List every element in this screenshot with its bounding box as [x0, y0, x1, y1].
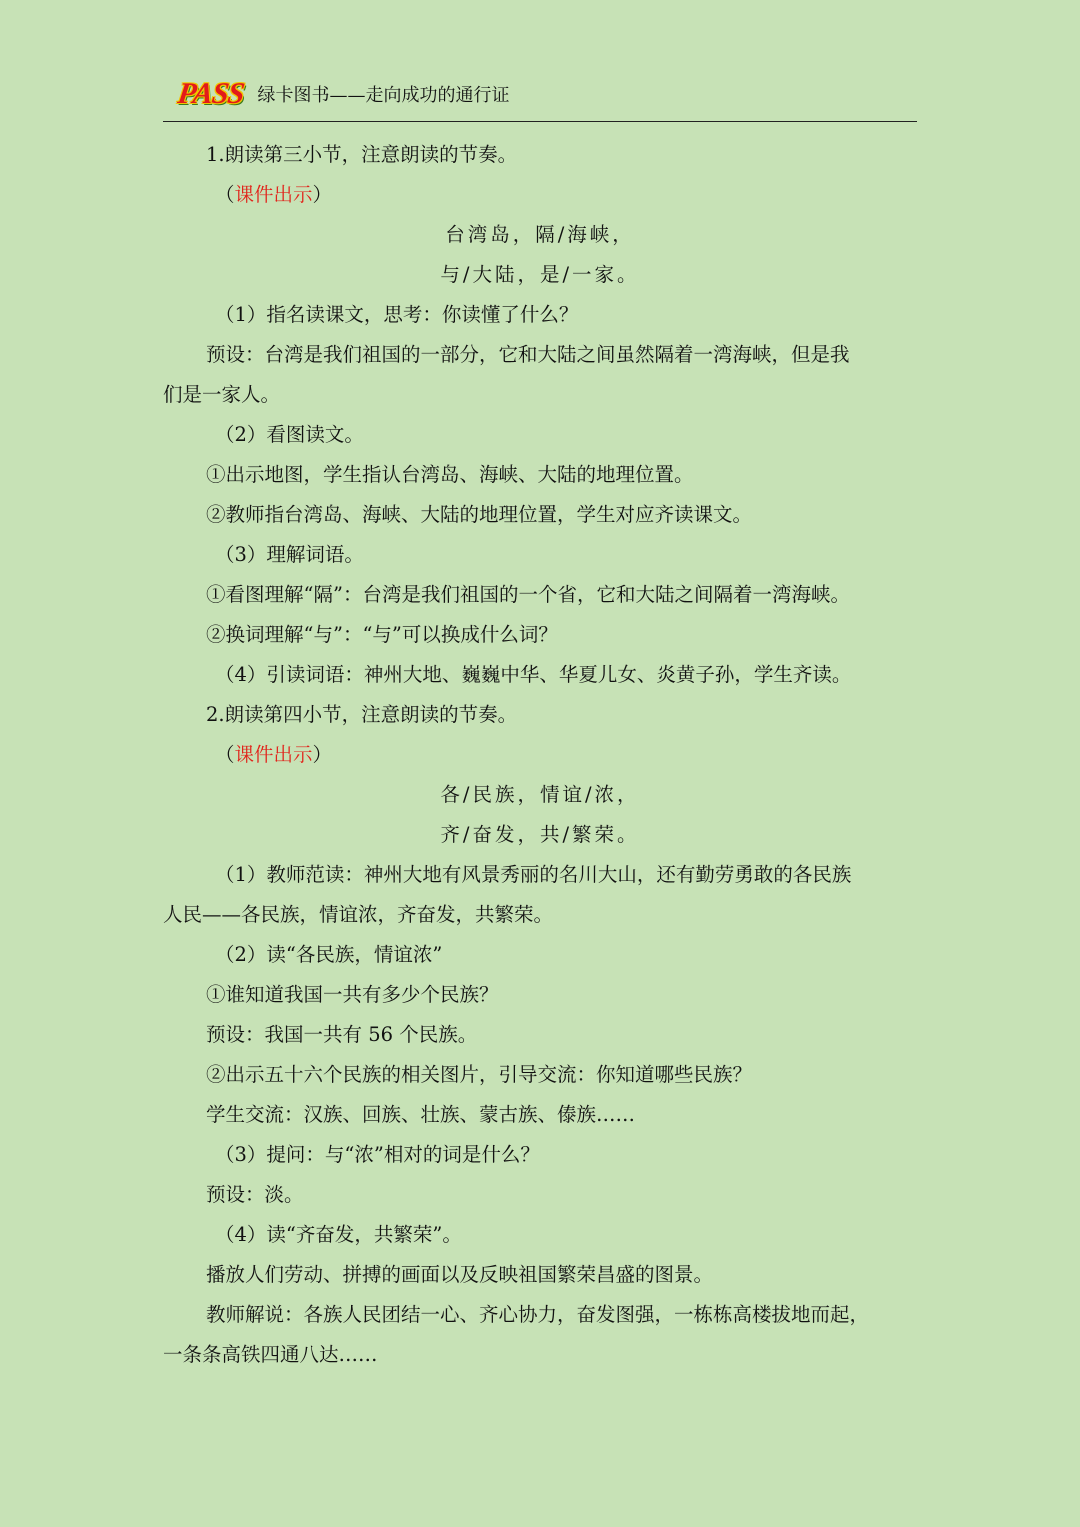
paragraph: （2）看图读文。 — [215, 423, 364, 446]
section-heading: 2.朗读第四小节，注意朗读的节奏。 — [206, 703, 518, 726]
section-heading: 1.朗读第三小节，注意朗读的节奏。 — [206, 143, 518, 166]
document-body — [163, 135, 917, 1375]
paragraph: （1）教师范读：神州大地有风景秀丽的名川大山，还有勤劳勇敢的各民族 — [215, 863, 852, 886]
paragraph: 预设：台湾是我们祖国的一部分，它和大陆之间虽然隔着一湾海峡，但是我 — [206, 343, 850, 366]
header-title: 绿卡图书——走向成功的通行证 — [257, 85, 510, 106]
paragraph: ②换词理解“与”：“与”可以换成什么词？ — [206, 623, 558, 646]
header-divider — [163, 121, 917, 122]
poem-line: 台湾岛，隔/海峡， — [445, 223, 635, 246]
paragraph: （4）读“齐奋发，共繁荣”。 — [215, 1223, 462, 1246]
paragraph: （3）提问：与“浓”相对的词是什么？ — [215, 1143, 540, 1166]
courseware-label: （课件出示） — [215, 743, 333, 766]
paragraph: ①看图理解“隔”：台湾是我们祖国的一个省，它和大陆之间隔着一湾海峡。 — [206, 583, 850, 606]
courseware-label: （课件出示） — [215, 183, 333, 206]
paragraph: ①谁知道我国一共有多少个民族？ — [206, 983, 499, 1006]
poem-line: 齐/奋发，共/繁荣。 — [440, 823, 640, 846]
paragraph: ①出示地图，学生指认台湾岛、海峡、大陆的地理位置。 — [206, 463, 694, 486]
paragraph: ②出示五十六个民族的相关图片，引导交流：你知道哪些民族？ — [206, 1063, 753, 1086]
paragraph: （4）引读词语：神州大地、巍巍中华、华夏儿女、炎黄子孙，学生齐读。 — [215, 663, 852, 686]
page-header — [175, 74, 510, 114]
poem-line: 与/大陆，是/一家。 — [440, 263, 640, 286]
paragraph: 预设：我国一共有 56 个民族。 — [206, 1023, 478, 1046]
paragraph: （1）指名读课文，思考：你读懂了什么？ — [215, 303, 579, 326]
pass-logo: PASS — [175, 77, 246, 110]
paragraph: 一条条高铁四通八达…… — [163, 1343, 378, 1366]
paragraph: 人民——各民族，情谊浓，齐奋发，共繁荣。 — [163, 903, 554, 926]
paragraph: ②教师指台湾岛、海峡、大陆的地理位置，学生对应齐读课文。 — [206, 503, 753, 526]
paragraph: 学生交流：汉族、回族、壮族、蒙古族、傣族…… — [206, 1103, 636, 1126]
paragraph: （2）读“各民族，情谊浓” — [215, 943, 443, 966]
paragraph: 教师解说：各族人民团结一心、齐心协力，奋发图强，一栋栋高楼拔地而起， — [206, 1303, 870, 1326]
paragraph: 预设：淡。 — [206, 1183, 304, 1206]
paragraph: （3）理解词语。 — [215, 543, 364, 566]
paragraph: 播放人们劳动、拼搏的画面以及反映祖国繁荣昌盛的图景。 — [206, 1263, 714, 1286]
poem-line: 各/民族，情谊/浓， — [440, 783, 640, 806]
paragraph: 们是一家人。 — [163, 383, 281, 406]
